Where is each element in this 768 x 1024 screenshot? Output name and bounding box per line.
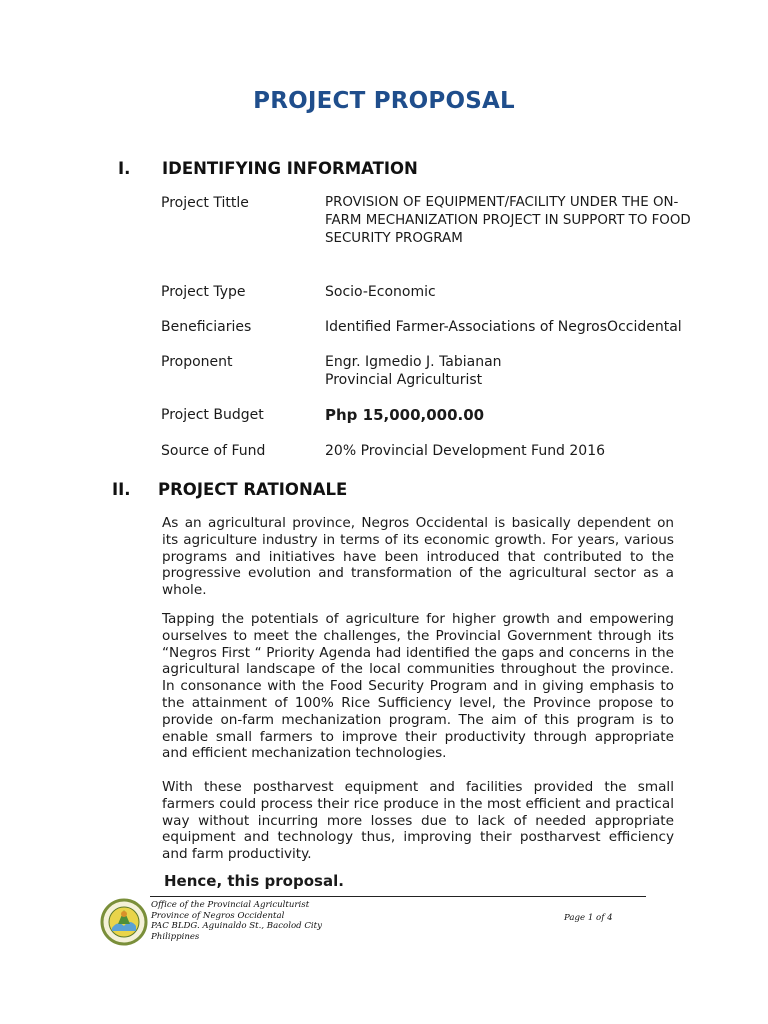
info-label: Source of Fund [161,443,266,459]
provincial-seal-icon [100,898,148,946]
footer-province: Province of Negros Occidental [151,910,285,921]
rationale-paragraph: As an agricultural province, Negros Occidental is basically dependent on its agriculture industry in terms of its economic growth. For years, various programs and initiatives have been introduced that contributed to the progressive evolution and transformation of the agricultural sector as a whole. [162,515,674,599]
section-number: II. [112,480,131,499]
proponent-position: Provincial Agriculturist [325,372,483,388]
info-value: 20% Provincial Development Fund 2016 [325,443,606,459]
info-value: PROVISION OF EQUIPMENT/FACILITY UNDER THE ON-FARM MECHANIZATION PROJECT IN SUPPORT TO FOOD SECURITY PROGRAM [325,195,691,246]
info-label: Proponent [161,354,233,370]
footer-address [151,900,322,942]
rationale-paragraph: Tapping the potentials of agriculture for higher growth and empowering ourselves to meet the challenges, the Provincial Government through its “Negros First “ Priority Agenda had identified the gaps and concerns in the agricultural landscape of the local communities throughout the province. In consonance with the Food Security Program and in giving emphasis to the attainment of 100% Rice Sufficiency level, the Province propose to provide on-farm mechanization program. The aim of this program is to enable small farmers to improve their productivity through appropriate and efficient mechanization technologies. [162,611,674,762]
section-project-rationale [112,480,512,504]
footer-office: Office of the Provincial Agriculturist [151,900,310,910]
section-heading: PROJECT RATIONALE [158,480,348,499]
footer-divider [150,896,646,897]
section-number: I. [118,159,131,178]
section-heading: IDENTIFYING INFORMATION [162,159,418,178]
info-value: Socio-Economic [325,284,436,300]
info-label: Project Tittle [161,195,249,211]
proponent-name: Engr. Igmedio J. Tabianan [325,354,502,370]
footer-country: Philippines [151,931,200,942]
info-value: Php 15,000,000.00 [325,406,485,424]
info-value: Identified Farmer-Associations of NegrosOccidental [325,319,682,335]
info-value [325,353,695,389]
document-title: PROJECT PROPOSAL [253,88,515,114]
section-identifying-information [118,159,518,183]
rationale-paragraph: With these postharvest equipment and facilities provided the small farmers could process their rice produce in the most efficient and practical way without incurring more losses due to lack of needed appropriate equipment and technology thus, improving their postharvest efficiency and farm productivity. [162,779,674,863]
info-label: Beneficiaries [161,319,252,335]
closing-statement: Hence, this proposal. [164,872,344,890]
info-label: Project Type [161,284,246,300]
page-number: Page 1 of 4 [564,913,613,923]
info-label: Project Budget [161,407,264,423]
footer-building: PAC BLDG. Aguinaldo St., Bacolod City [151,921,322,932]
